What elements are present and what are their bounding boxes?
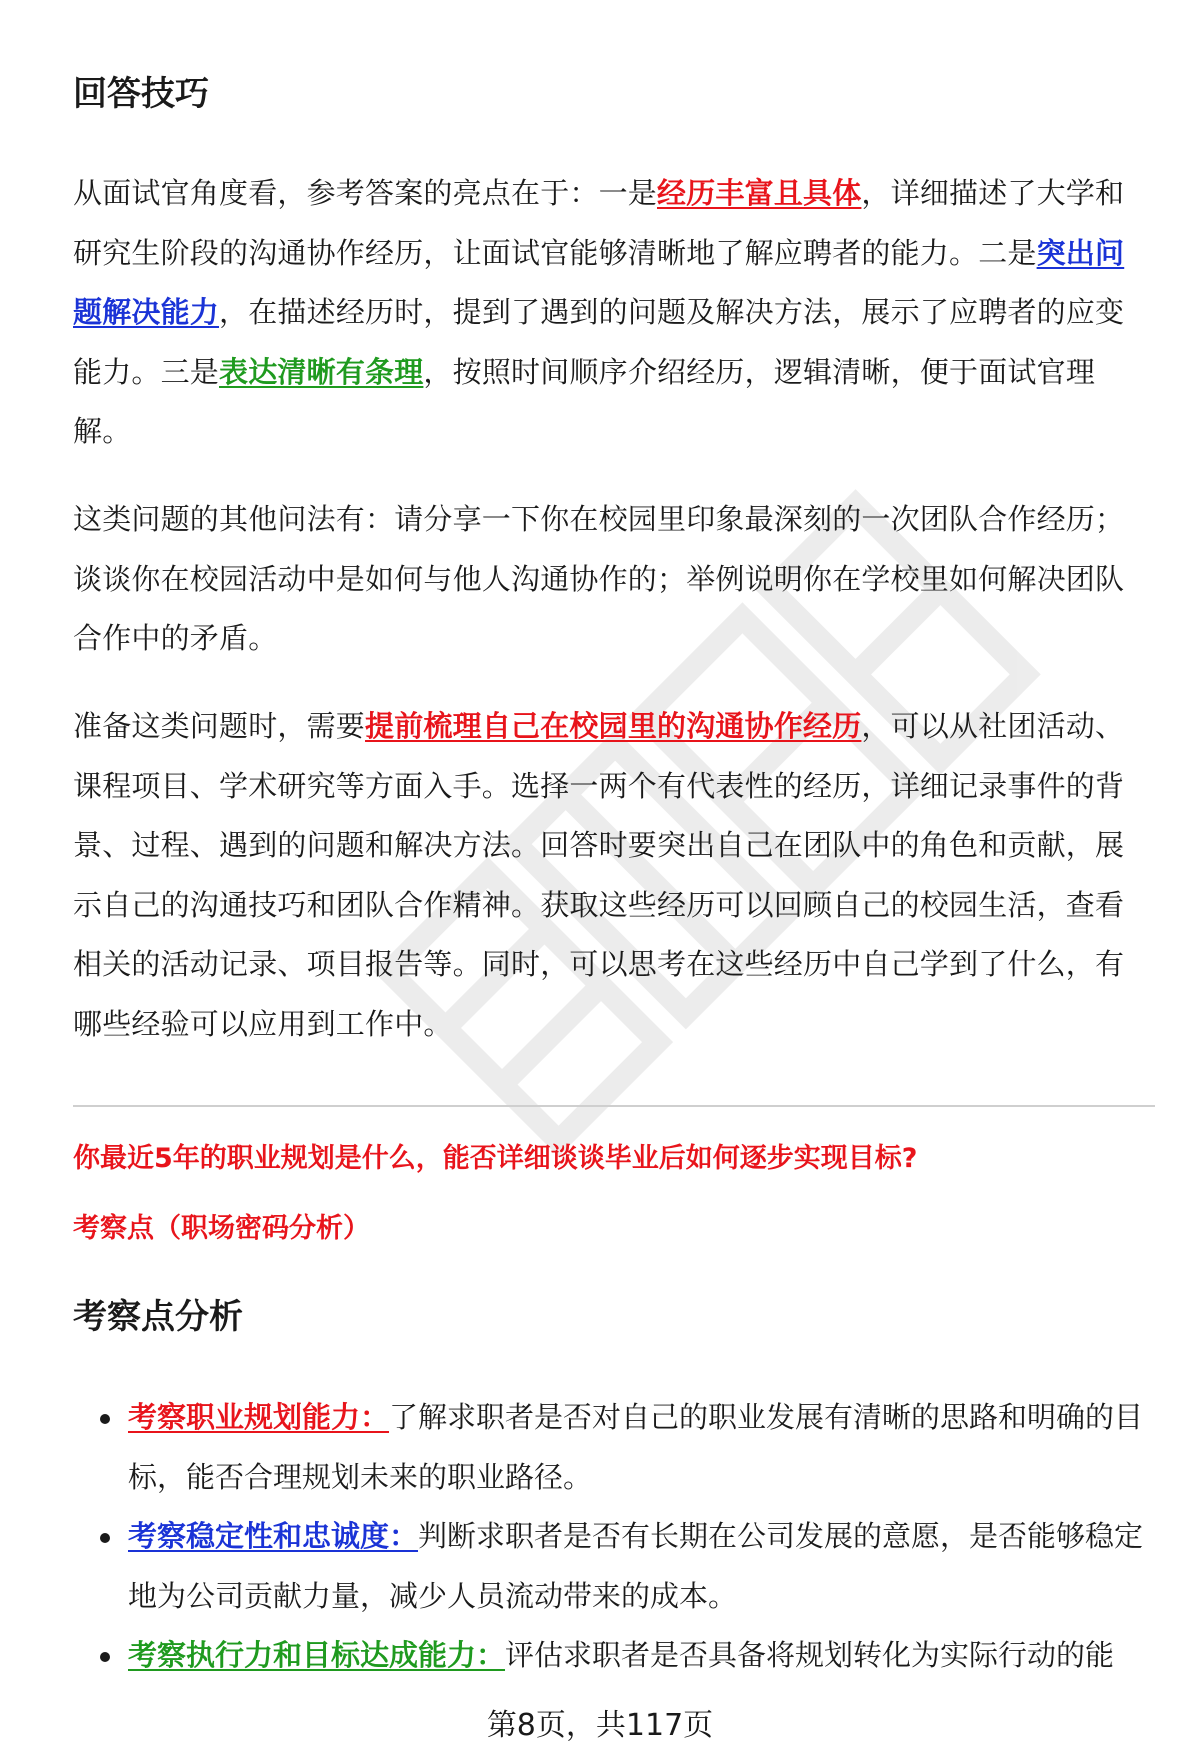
text-run: 准备这类问题时，需要 xyxy=(73,709,366,743)
divider xyxy=(73,1105,1155,1107)
text-run: ，可以从社团活动、课程项目、学术研究等方面入手。选择一两个有代表性的经历，详细记录事件的背景、过程、遇到的问题和解决方法。回答时要突出自己在团队中的角色和贡献，展示自己的沟通技巧和团队合作精神。获取这些经历可以回顾自己的校园生活，查看相关的活动记录、项目报告等。同时，可以思考在这些经历中自己学到了什么，有哪些经验可以应用到工作中。 xyxy=(73,709,1125,1041)
section-heading-answer-tips: 回答技巧 xyxy=(73,74,209,114)
text-run: ，详细描述了大学和研究生阶段的沟通协作经历，让面试官能够清晰地了解应聘者的能力。二是 xyxy=(73,176,1125,270)
section-heading-analysis: 考察点分析 xyxy=(73,1297,243,1337)
point-text: 判断求职者是否有长期在公司发展的意愿，是否能够稳定地为公司贡献力量，减少人员流动带来的成本。 xyxy=(128,1519,1144,1613)
point-label: 考察稳定性和忠诚度： xyxy=(128,1519,419,1553)
highlight-blue: 突出问题解决能力 xyxy=(73,235,1125,329)
page-number: 第8页，共117页 xyxy=(486,1708,714,1743)
paragraph-alternative-questions: 这类问题的其他问法有：请分享一下你在校园里印象最深刻的一次团队合作经历；谈谈你在校园活动中是如何与他人沟通协作的；举例说明你在学校里如何解决团队合作中的矛盾。 xyxy=(73,502,1125,655)
point-text: 了解求职者是否对自己的职业发展有清晰的思路和明确的目标，能否合理规划未来的职业路径。 xyxy=(128,1400,1144,1494)
text-run: 从面试官角度看，参考答案的亮点在于：一是 xyxy=(73,176,658,210)
point-label: 考察执行力和目标达成能力： xyxy=(128,1638,506,1672)
analysis-list xyxy=(73,1388,1153,1686)
text-run: ，在描述经历时，提到了遇到的问题及解决方法，展示了应聘者的应变能力。三是 xyxy=(73,295,1125,389)
paragraph-preparation xyxy=(73,697,1148,1054)
highlight-red: 提前梳理自己在校园里的沟通协作经历 xyxy=(365,709,862,743)
highlight-green: 表达清晰有条理 xyxy=(219,354,424,389)
highlight-red: 经历丰富且具体 xyxy=(657,176,862,210)
list-item xyxy=(73,1626,1153,1686)
list-item xyxy=(73,1388,1153,1507)
interview-question: 你最近5年的职业规划是什么，能否详细谈谈毕业后如何逐步实现目标? xyxy=(73,1143,918,1174)
paragraph-highlights xyxy=(73,164,1148,462)
point-text: 评估求职者是否具备将规划转化为实际行动的能 xyxy=(505,1638,1115,1672)
section-subtitle: 考察点（职场密码分析） xyxy=(73,1213,370,1244)
text-run: ，按照时间顺序介绍经历，逻辑清晰，便于面试官理解。 xyxy=(73,354,1096,448)
point-label: 考察职业规划能力： xyxy=(128,1400,390,1434)
list-item xyxy=(73,1507,1153,1626)
